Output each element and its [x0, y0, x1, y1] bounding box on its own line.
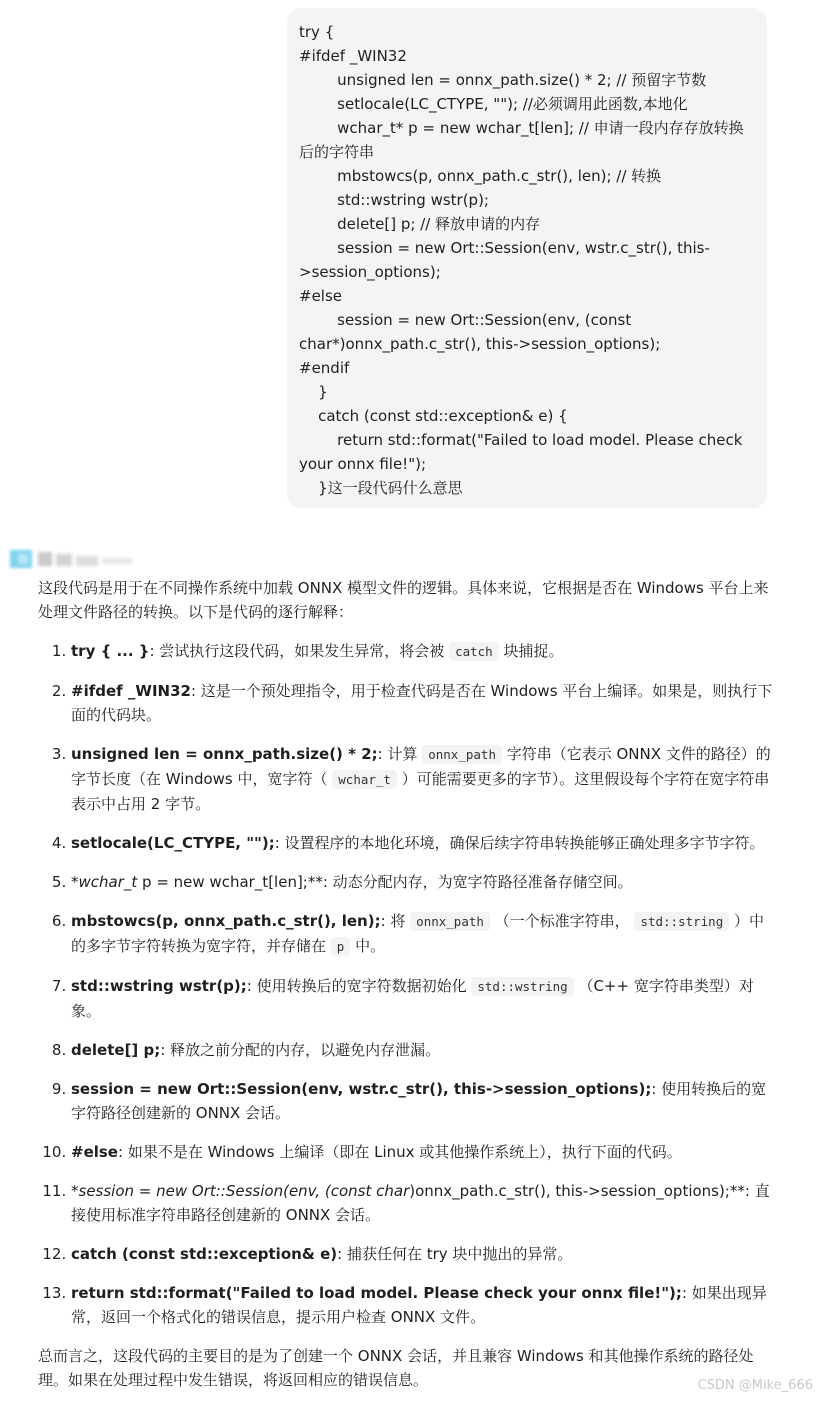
item-text: （一个标准字符串， [489, 912, 635, 930]
item-code: setlocale(LC_CTYPE, ""); [71, 834, 275, 852]
inline-code: catch [449, 642, 499, 661]
answer-summary: 总而言之，这段代码的主要目的是为了创建一个 ONNX 会话，并且兼容 Windows 和其他操作系统的路径处理。如果在处理过程中发生错误，将返回相应的错误信息。 [38, 1347, 754, 1389]
code-line: return std::format("Failed to load model. Please check your onnx file!"); [299, 431, 748, 473]
code-line: } [299, 383, 328, 401]
item-code: mbstowcs(p, onnx_path.c_str(), len); [71, 912, 381, 930]
item-emphasis: wchar_t [78, 873, 138, 891]
code-line: try { [299, 23, 335, 41]
code-line: #else [299, 287, 343, 305]
item-text: )onnx_path.c_str(), this->session_options);**: 直接使用标准字符串路径创建新的 ONNX 会话。 [71, 1182, 770, 1224]
item-text: p = new wchar_t[len];**: 动态分配内存，为宽字符路径准备存储空间。 [137, 873, 633, 891]
inline-code: onnx_path [410, 912, 490, 931]
code-line: session = new Ort::Session(env, (const char*)onnx_path.c_str(), this->session_options); [299, 311, 661, 353]
item-code: unsigned len = onnx_path.size() * 2; [71, 745, 378, 763]
explanation-list [38, 639, 773, 1329]
list-item [71, 742, 773, 816]
item-text: * [71, 1182, 79, 1200]
item-text: : 捕获任何在 try 块中抛出的异常。 [337, 1245, 573, 1263]
item-text: : 释放之前分配的内存，以避免内存泄漏。 [160, 1041, 441, 1059]
list-item [71, 1179, 773, 1227]
code-line: session = new Ort::Session(env, wstr.c_str(), this->session_options); [299, 239, 710, 281]
item-text: : 使用转换后的宽字符路径创建新的 ONNX 会话。 [71, 1080, 767, 1122]
list-item [71, 1038, 773, 1062]
list-item [71, 1140, 773, 1164]
inline-code: p [331, 937, 351, 956]
code-line: std::wstring wstr(p); [299, 191, 489, 209]
item-code: session = new Ort::Session(env, wstr.c_str(), this->session_options); [71, 1080, 652, 1098]
list-item [71, 1281, 773, 1329]
item-text: ）中的多字节字符转换为宽字符，并存储在 [71, 912, 765, 955]
code-line: }这一段代码什么意思 [299, 479, 463, 497]
item-text: （C++ 宽字符串类型）对象。 [71, 977, 754, 1020]
item-text: : 如果不是在 Windows 上编译（即在 Linux 或其他操作系统上），执行下面的代码。 [118, 1143, 682, 1161]
code-line: setlocale(LC_CTYPE, ""); //必须调用此函数,本地化 [299, 95, 688, 113]
assistant-answer [38, 576, 773, 1392]
item-text: 字符串（它表示 ONNX 文件的路径）的字节长度（在 Windows 中，宽字符（ [71, 745, 771, 788]
list-item [71, 974, 773, 1023]
inline-code: std::string [634, 912, 729, 931]
code-line: mbstowcs(p, onnx_path.c_str(), len); // 转换 [299, 167, 662, 185]
item-text: * [71, 873, 79, 891]
watermark: CSDN @Mike_666 [697, 1378, 813, 1393]
item-text: ）可能需要更多的字节）。这里假设每个字符在宽字符串表示中占用 2 字节。 [71, 770, 770, 813]
list-item [71, 909, 773, 959]
code-line: wchar_t* p = new wchar_t[len]; // 申请一段内存存放转换后的字符串 [299, 119, 744, 161]
item-text: 块捕捉。 [498, 642, 564, 660]
list-item [71, 870, 773, 894]
code-line: delete[] p; // 释放申请的内存 [299, 215, 541, 233]
item-text: : 计算 [377, 745, 423, 763]
blurred-avatar-icon [8, 548, 138, 570]
answer-intro: 这段代码是用于在不同操作系统中加载 ONNX 模型文件的逻辑。具体来说，它根据是否在 Windows 平台上来处理文件路径的转换。以下是代码的逐行解释： [38, 579, 769, 621]
inline-code: std::wstring [471, 977, 573, 996]
list-item [71, 1077, 773, 1125]
item-code: #else [71, 1143, 118, 1161]
inline-code: onnx_path [422, 745, 502, 764]
item-code: catch (const std::exception& e) [71, 1245, 338, 1263]
item-text: : 尝试执行这段代码，如果发生异常，将会被 [149, 642, 450, 660]
item-text: 中。 [350, 937, 386, 955]
list-item [71, 639, 773, 664]
user-message-bubble [287, 8, 767, 508]
item-text: : 设置程序的本地化环境，确保后续字符串转换能够正确处理多字节字符。 [274, 834, 765, 852]
list-item [71, 1242, 773, 1266]
item-code: std::wstring wstr(p); [71, 977, 247, 995]
inline-code: wchar_t [332, 770, 397, 789]
item-text: : 使用转换后的宽字符数据初始化 [246, 977, 472, 995]
item-emphasis: session = new Ort::Session(env, (const char [78, 1182, 410, 1200]
item-text: : 如果出现异常，返回一个格式化的错误信息，提示用户检查 ONNX 文件。 [71, 1284, 767, 1326]
item-code: try { ... } [71, 642, 150, 660]
code-line: unsigned len = onnx_path.size() * 2; // 预留字节数 [299, 71, 707, 89]
item-code: return std::format("Failed to load model. Please check your onnx file!"); [71, 1284, 682, 1302]
item-text: : 将 [380, 912, 411, 930]
code-line: #endif [299, 359, 350, 377]
item-code: delete[] p; [71, 1041, 161, 1059]
item-code: #ifdef _WIN32 [71, 682, 191, 700]
code-line: catch (const std::exception& e) { [299, 407, 568, 425]
code-line: #ifdef _WIN32 [299, 47, 407, 65]
item-text: : 这是一个预处理指令，用于检查代码是否在 Windows 平台上编译。如果是，则执行下面的代码块。 [71, 682, 773, 724]
list-item [71, 831, 773, 855]
list-item [71, 679, 773, 727]
